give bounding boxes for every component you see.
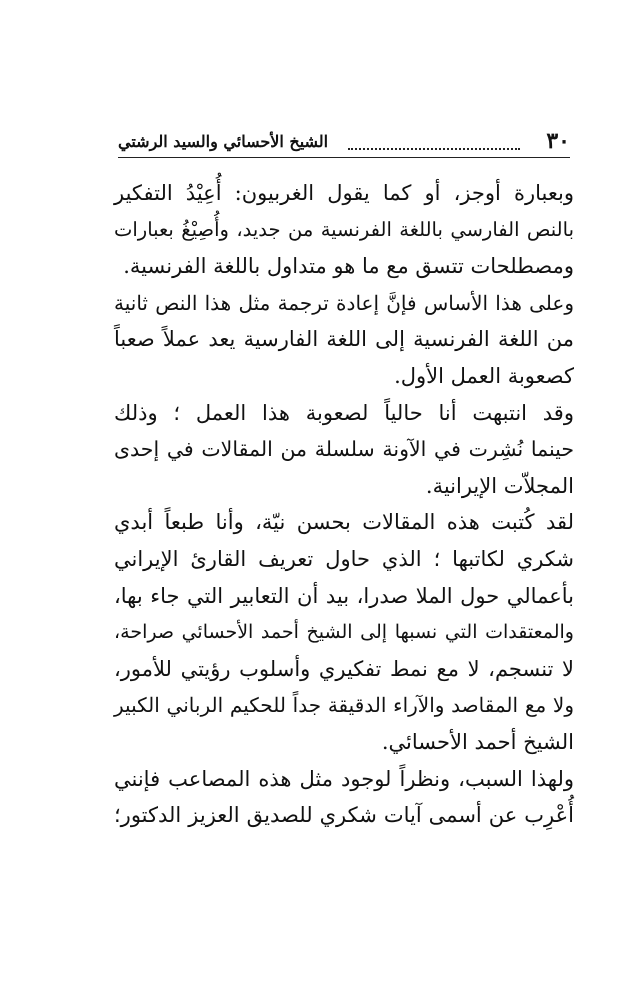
text-line: بأعمالي حول الملا صدرا، بيد أن التعابير التي جاء بها، bbox=[114, 583, 574, 608]
text-line: والمعتقدات التي نسبها إلى الشيخ أحمد الأحسائي صراحة، bbox=[114, 621, 574, 644]
page-header bbox=[118, 126, 570, 158]
header-rule bbox=[118, 157, 570, 158]
text-line: شكري لكاتبها ؛ الذي حاول تعريف القارئ الإيراني bbox=[114, 546, 574, 571]
text-line: أُعْرِب عن أسمى آيات شكري للصديق العزيز الدكتور؛ bbox=[114, 803, 574, 828]
text-line: وقد انتبهت أنا حالياً لصعوبة هذا العمل ؛ وذلك bbox=[114, 400, 574, 425]
text-line: من اللغة الفرنسية إلى اللغة الفارسية يعد عملاً صعباً bbox=[114, 327, 574, 352]
text-line: المجلاّت الإيرانية. bbox=[425, 473, 574, 498]
header-dot-leader bbox=[348, 148, 520, 150]
text-line: وعلى هذا الأساس فإنَّ إعادة ترجمة مثل هذا النص ثانية bbox=[114, 290, 574, 315]
text-line: بالنص الفارسي باللغة الفرنسية من جديد، وأُصِيْغُ بعبارات bbox=[114, 217, 574, 241]
body-text bbox=[114, 175, 574, 834]
page-number: ٣٠ bbox=[546, 128, 570, 154]
text-line: لقد كُتبت هذه المقالات بحسن نيّة، وأنا طبعاً أبدي bbox=[114, 510, 574, 535]
text-line: ومصطلحات تتسق مع ما هو متداول باللغة الفرنسية. bbox=[123, 254, 574, 279]
text-line: ولهذا السبب، ونظراً لوجود مثل هذه المصاعب فإنني bbox=[114, 766, 574, 791]
text-line: لا تنسجم، لا مع نمط تفكيري وأسلوب رؤيتي للأمور، bbox=[114, 656, 574, 681]
text-line: كصعوبة العمل الأول. bbox=[394, 363, 574, 388]
text-line: الشيخ أحمد الأحسائي. bbox=[381, 729, 574, 754]
text-line: حينما نُشِرت في الآونة سلسلة من المقالات في إحدى bbox=[114, 437, 574, 462]
text-line: ولا مع المقاصد والآراء الدقيقة جداً للحكيم الرباني الكبير bbox=[114, 693, 574, 718]
running-title: الشيخ الأحسائي والسيد الرشتي bbox=[118, 132, 329, 151]
text-line: وبعبارة أوجز، أو كما يقول الغربيون: أُعِيْدُ التفكير bbox=[114, 181, 574, 205]
